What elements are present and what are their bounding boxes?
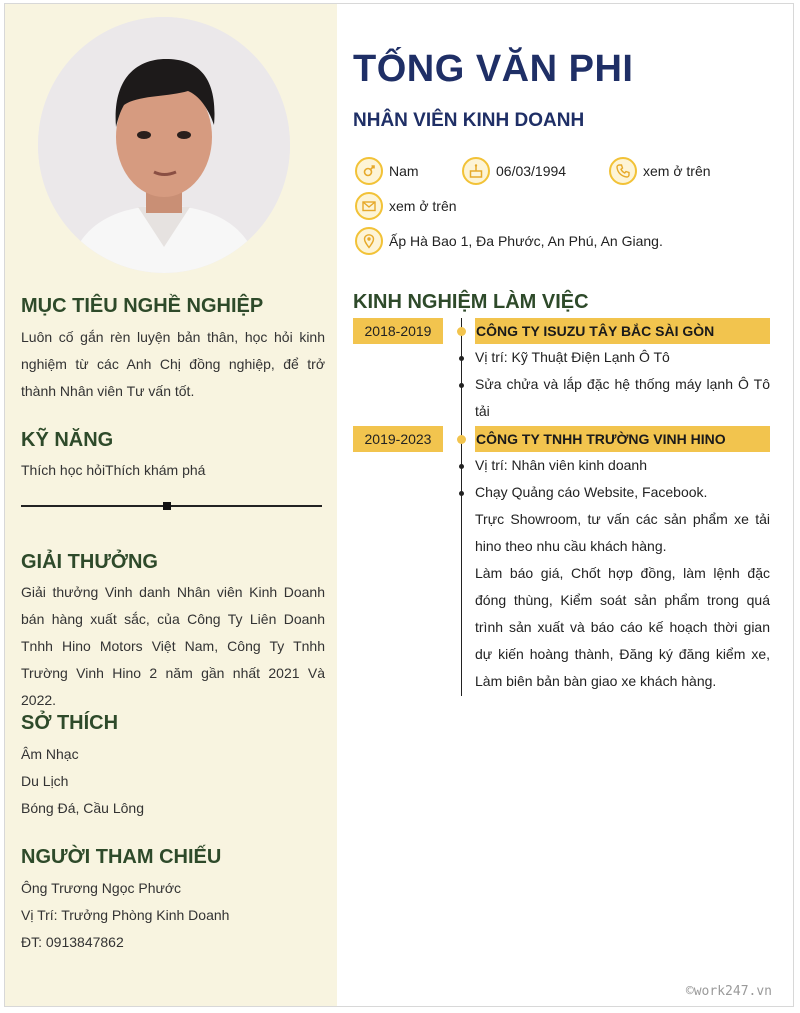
gender-value: Nam: [389, 163, 419, 179]
objective-heading: MỤC TIÊU NGHỀ NGHIỆP: [21, 295, 264, 317]
job-years: 2018-2019: [353, 318, 443, 344]
hobby-item: Âm Nhạc: [21, 746, 79, 762]
bullet-dot: [459, 356, 464, 361]
job-detail: Vị trí: Nhân viên kinh doanh: [475, 457, 647, 473]
hobby-item: Bóng Đá, Cầu Lông: [21, 800, 144, 816]
job-years: 2019-2023: [353, 426, 443, 452]
skill-level-marker: [163, 502, 171, 510]
email-value: xem ở trên: [389, 198, 457, 214]
mail-icon: [355, 192, 383, 220]
hobby-item: Du Lịch: [21, 773, 69, 789]
address-value: Ấp Hà Bao 1, Đa Phước, An Phú, An Giang.: [389, 233, 663, 249]
job-company: CÔNG TY TNHH TRƯỜNG VINH HINO: [475, 426, 770, 452]
cake-icon: [462, 157, 490, 185]
reference-phone: ĐT: 0913847862: [21, 934, 124, 950]
location-icon: [355, 227, 383, 255]
watermark: ©work247.vn: [685, 984, 772, 999]
skills-heading: KỸ NĂNG: [21, 429, 114, 451]
timeline-marker: [457, 327, 466, 336]
hobbies-heading: SỞ THÍCH: [21, 712, 119, 734]
bullet-dot: [459, 491, 464, 496]
gender-info: [355, 157, 419, 185]
job-detail: Sửa chửa và lắp đặc hệ thống máy lạnh Ô Tô tải: [475, 376, 770, 419]
birthday-info: [462, 157, 566, 185]
avatar: [38, 17, 290, 273]
avatar-photo: [38, 17, 290, 273]
skills-text: Thích học hỏiThích khám phá: [21, 462, 206, 478]
job-detail: Trực Showroom, tư vấn các sản phẩm xe tải hino theo nhu cầu khách hàng.: [475, 511, 770, 554]
timeline-line: [461, 318, 462, 696]
timeline-marker: [457, 435, 466, 444]
skill-level-bar: [21, 505, 322, 507]
bullet-dot: [459, 464, 464, 469]
gender-icon: [355, 157, 383, 185]
address-info: [355, 227, 663, 255]
job-title: NHÂN VIÊN KINH DOANH: [353, 110, 585, 131]
full-name: TỐNG VĂN PHI: [353, 48, 634, 90]
job-detail: Chạy Quảng cáo Website, Facebook.: [475, 484, 708, 500]
reference-heading: NGƯỜI THAM CHIẾU: [21, 846, 222, 868]
job-detail: Vị trí: Kỹ Thuật Điện Lạnh Ô Tô: [475, 349, 670, 365]
objective-text: Luôn cố gắn rèn luyện bản thân, học hỏi kinh nghiệm từ các Anh Chị đồng nghiệp, để trở thành Nhân viên Tư vấn tốt.: [21, 329, 325, 399]
reference-position: Vị Trí: Trưởng Phòng Kinh Doanh: [21, 907, 230, 923]
awards-heading: GIẢI THƯỞNG: [21, 551, 158, 573]
job-company: CÔNG TY ISUZU TÂY BẮC SÀI GÒN: [475, 318, 770, 344]
email-info: [355, 192, 457, 220]
awards-text: Giải thưởng Vinh danh Nhân viên Kinh Doanh bán hàng xuất sắc, của Công Ty Liên Doanh Tnhh Hino Motors Việt Nam, Công Ty Tnhh Trường Vinh Hino 2 năm gần nhất 2021 Và 2022.: [21, 584, 325, 708]
phone-icon: [609, 157, 637, 185]
reference-name: Ông Trương Ngọc Phước: [21, 880, 182, 896]
bullet-dot: [459, 383, 464, 388]
phone-value: xem ở trên: [643, 163, 711, 179]
birthday-value: 06/03/1994: [496, 163, 567, 179]
job-detail: Làm báo giá, Chốt hợp đồng, làm lệnh đặc đóng thùng, Kiểm soát sản phẩm trong quá trình sản xuất và báo cáo kế hoạch thời gian dự kiến hoàng thành, Đăng ký đăng kiểm xe, Làm biên bản bàn giao xe khách hàng.: [475, 565, 770, 689]
experience-heading: KINH NGHIỆM LÀM VIỆC: [353, 291, 589, 313]
phone-info: [609, 157, 711, 185]
